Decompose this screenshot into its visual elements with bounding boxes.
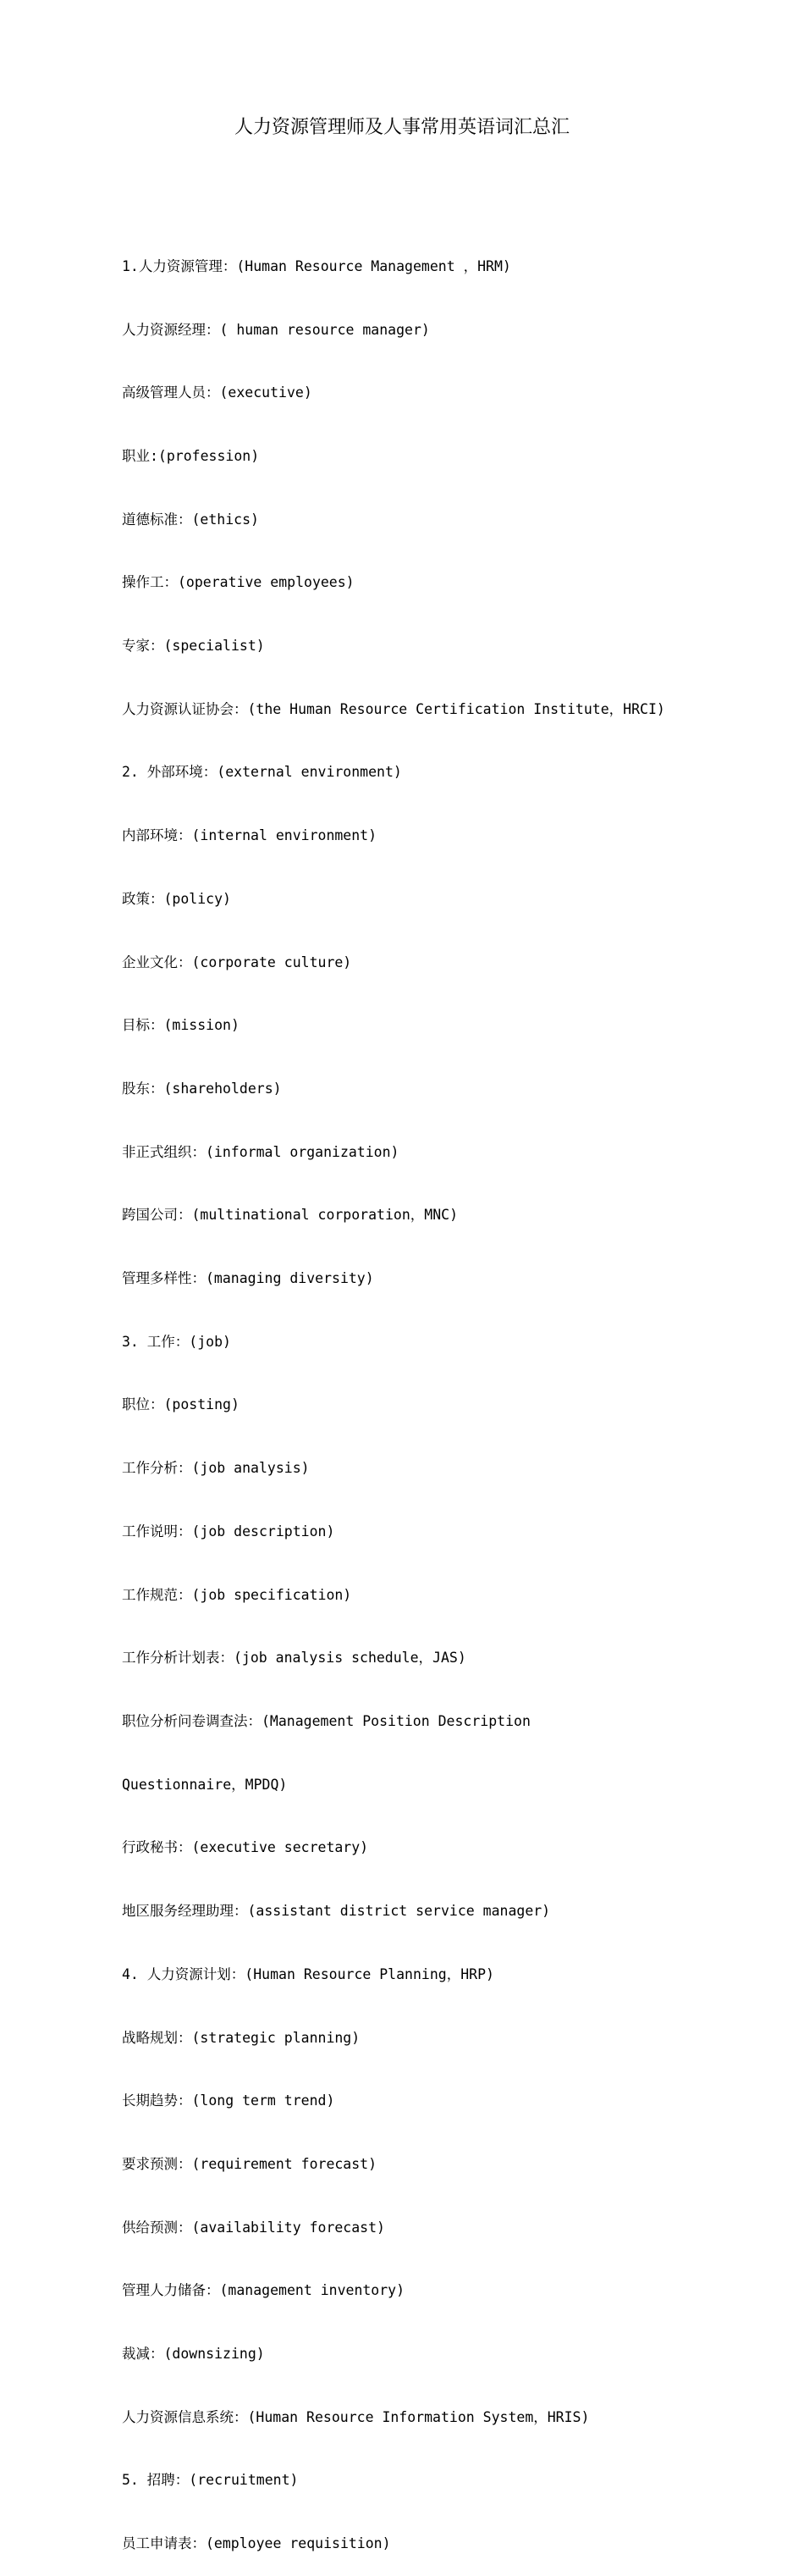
section-heading: 2. 外部环境：(external environment) bbox=[122, 764, 402, 781]
vocabulary-entry: 工作分析计划表：(job analysis schedule，JAS) bbox=[122, 1650, 466, 1667]
vocabulary-entry: 操作工：(operative employees) bbox=[122, 574, 355, 591]
vocabulary-entry: 管理多样性：(managing diversity) bbox=[122, 1270, 374, 1287]
vocabulary-entry: 人力资源经理：( human resource manager) bbox=[122, 321, 430, 338]
vocabulary-entry: 长期趋势：(long term trend) bbox=[122, 2092, 335, 2109]
section-heading: 3. 工作：(job) bbox=[122, 1333, 231, 1350]
vocabulary-entry: 战略规划：(strategic planning) bbox=[122, 2029, 361, 2046]
vocabulary-entry: 行政秘书：(executive secretary) bbox=[122, 1839, 369, 1856]
vocabulary-entry: 工作分析：(job analysis) bbox=[122, 1460, 310, 1477]
page-title: 人力资源管理师及人事常用英语词汇总汇 bbox=[234, 117, 570, 138]
vocabulary-entry: 供给预测：(availability forecast) bbox=[122, 2219, 385, 2236]
vocabulary-entry: 1.人力资源管理：(Human Resource Management ，HRM) bbox=[122, 257, 511, 274]
vocabulary-entry: 管理人力储备：(management inventory) bbox=[122, 2282, 405, 2299]
vocabulary-entry: 专家：(specialist) bbox=[122, 638, 265, 655]
vocabulary-entry: 人力资源信息系统：(Human Resource Information System，HRIS) bbox=[122, 2408, 590, 2425]
vocabulary-entry: 跨国公司：(multinational corporation，MNC) bbox=[122, 1207, 459, 1224]
vocabulary-entry: 裁减：(downsizing) bbox=[122, 2346, 265, 2363]
vocabulary-entry: 非正式组织：(informal organization) bbox=[122, 1143, 399, 1160]
vocabulary-entry: 高级管理人员：(executive) bbox=[122, 384, 312, 401]
vocabulary-entry: 股东：(shareholders) bbox=[122, 1080, 282, 1097]
vocabulary-entry: 企业文化：(corporate culture) bbox=[122, 954, 352, 970]
vocabulary-entry: 职位：(posting) bbox=[122, 1396, 240, 1413]
vocabulary-entry: 工作规范：(job specification) bbox=[122, 1586, 352, 1603]
vocabulary-entry: 员工申请表：(employee requisition) bbox=[122, 2535, 391, 2552]
vocabulary-entry: 职位分析问卷调查法：(Management Position Description bbox=[122, 1712, 531, 1729]
vocabulary-entry: 政策：(policy) bbox=[122, 890, 231, 907]
section-heading: 4. 人力资源计划：(Human Resource Planning，HRP) bbox=[122, 1965, 494, 1982]
vocabulary-list bbox=[122, 214, 706, 2576]
vocabulary-entry: 职业:(profession) bbox=[122, 447, 260, 464]
vocabulary-entry: 内部环境：(internal environment) bbox=[122, 827, 377, 844]
vocabulary-entry: 目标：(mission) bbox=[122, 1017, 240, 1034]
section-heading: 5. 招聘：(recruitment) bbox=[122, 2472, 299, 2489]
vocabulary-entry: 要求预测：(requirement forecast) bbox=[122, 2155, 377, 2172]
vocabulary-entry: 人力资源认证协会：(the Human Resource Certification Institute，HRCI) bbox=[122, 700, 665, 717]
vocabulary-entry-continuation: Questionnaire，MPDQ) bbox=[122, 1776, 288, 1793]
vocabulary-entry: 地区服务经理助理：(assistant district service manager) bbox=[122, 1903, 551, 1920]
vocabulary-entry: 工作说明：(job description) bbox=[122, 1523, 335, 1540]
vocabulary-entry: 道德标准：(ethics) bbox=[122, 511, 259, 528]
